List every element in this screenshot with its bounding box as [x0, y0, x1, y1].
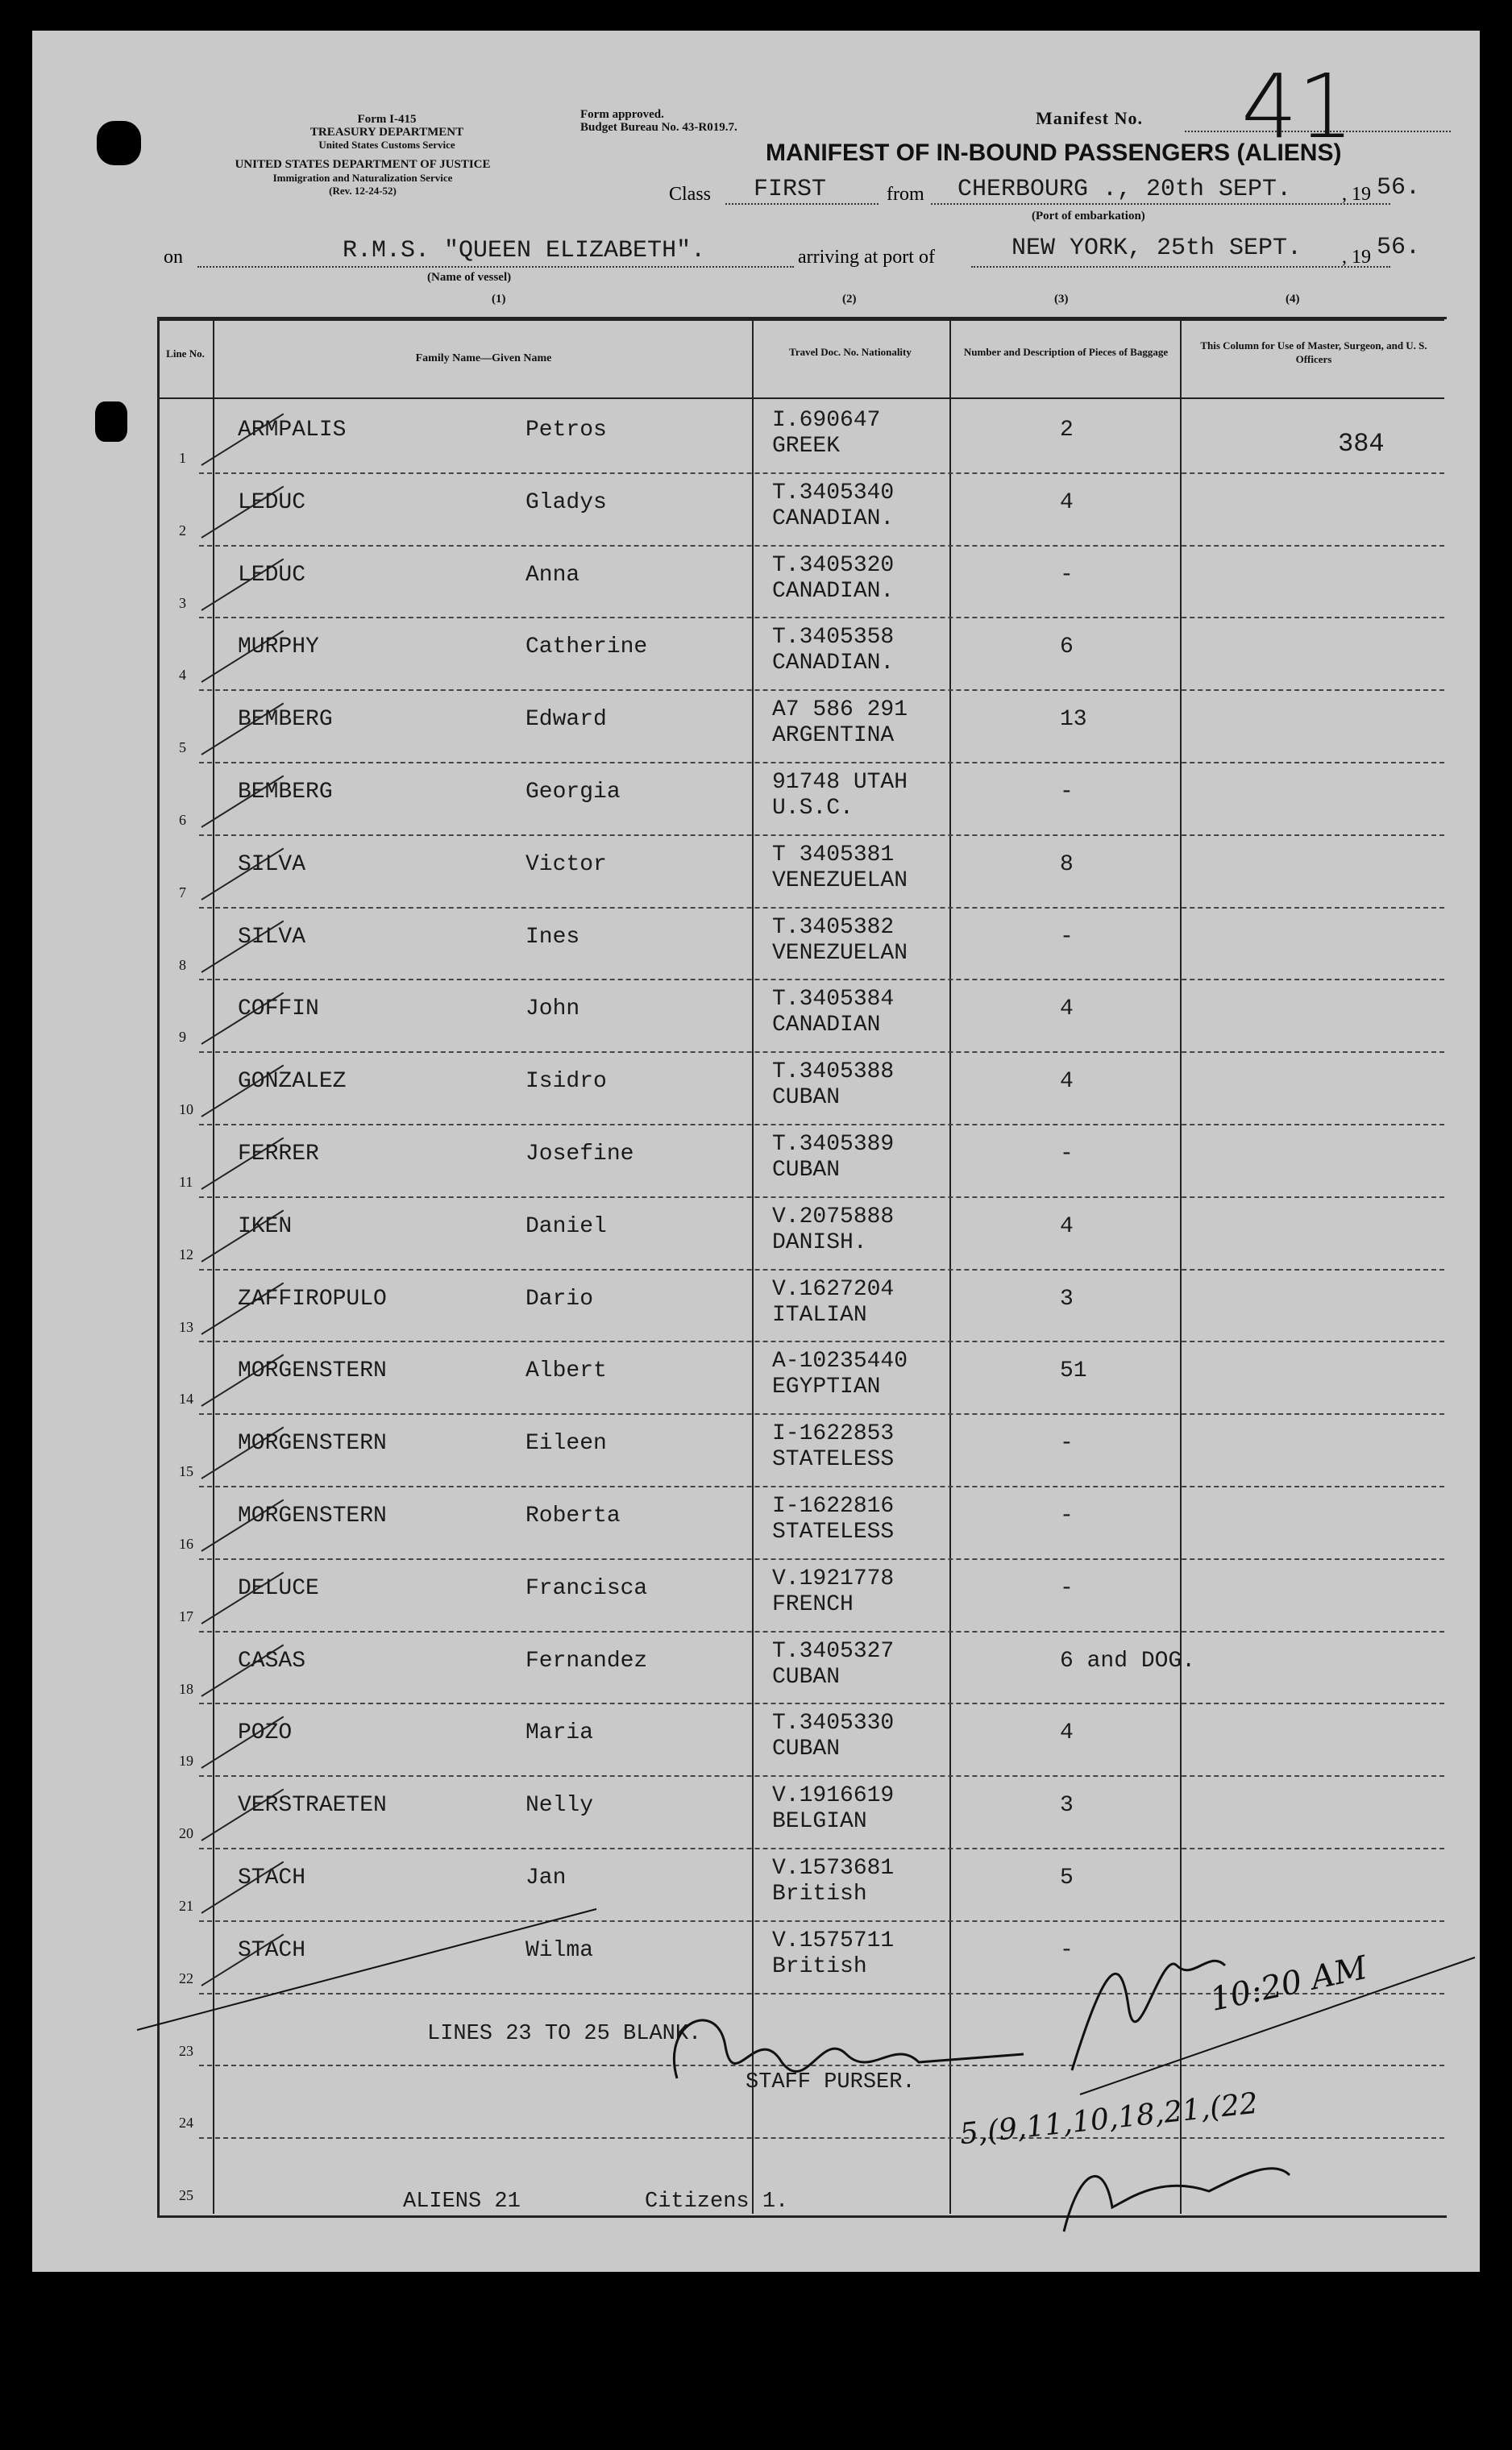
nationality: EGYPTIAN	[772, 1375, 881, 1400]
line-number: 17	[179, 1608, 193, 1624]
travel-doc-number: T.3405358	[772, 625, 895, 651]
line-number: 20	[179, 1825, 193, 1842]
family-name: ARMPALIS	[238, 418, 347, 443]
punch-hole-top	[97, 121, 141, 165]
travel-doc-number: 91748 UTAH	[772, 770, 908, 795]
nationality: VENEZUELAN	[772, 867, 908, 893]
class-label: Class	[669, 184, 712, 205]
baggage-count: 2	[1060, 418, 1074, 443]
nationality: STATELESS	[772, 1447, 895, 1473]
travel-doc-number: I.690647	[772, 408, 881, 433]
form-number: Form I-415	[357, 113, 417, 126]
family-name: DELUCE	[238, 1575, 319, 1601]
baggage-count: 6 and DOG.	[1060, 1648, 1196, 1674]
line-number: 14	[179, 1391, 193, 1408]
from-label: from	[887, 184, 924, 205]
baggage-count: -	[1060, 1575, 1074, 1601]
manifest-title: MANIFEST OF IN-BOUND PASSENGERS (ALIENS)	[766, 139, 1342, 166]
vessel-name: R.M.S. "QUEEN ELIZABETH".	[343, 237, 706, 264]
customs-service: United States Customs Service	[318, 139, 455, 151]
given-name: Wilma	[525, 1937, 594, 1963]
revision: (Rev. 12-24-52)	[329, 185, 397, 197]
line-number: 4	[179, 667, 186, 684]
line-number: 5	[179, 739, 186, 756]
line-number: 6	[179, 812, 186, 828]
baggage-count: -	[1060, 924, 1074, 950]
given-name: Victor	[525, 851, 607, 877]
officer-note: 384	[1338, 429, 1385, 459]
baggage-count: 4	[1060, 1213, 1074, 1239]
travel-doc-number: A-10235440	[772, 1349, 908, 1375]
baggage-count: 3	[1060, 1286, 1074, 1312]
given-name: Isidro	[525, 1069, 607, 1095]
nationality: CUBAN	[772, 1737, 841, 1762]
given-name: Fernandez	[525, 1648, 648, 1674]
manifest-number: 41	[1241, 55, 1354, 158]
baggage-count: 51	[1060, 1358, 1087, 1384]
travel-doc-number: T.3405330	[772, 1711, 895, 1737]
manifest-no-label: Manifest No.	[1036, 108, 1143, 128]
nationality: VENEZUELAN	[772, 940, 908, 966]
col-header-officers: This Column for Use of Master, Surgeon, and U. S. Officers	[1200, 339, 1427, 365]
line-number: 18	[179, 1680, 193, 1697]
line-number: 3	[179, 594, 186, 611]
given-name: Roberta	[525, 1504, 621, 1529]
line-number: 7	[179, 884, 186, 901]
col-num-1: (1)	[492, 293, 506, 306]
travel-doc-number: I-1622853	[772, 1421, 895, 1447]
line-number: 24	[179, 2115, 193, 2132]
given-name: Edward	[525, 707, 607, 733]
given-name: Georgia	[525, 780, 621, 805]
family-name: VERSTRAETEN	[238, 1793, 387, 1819]
family-name: IKEN	[238, 1213, 293, 1239]
baggage-count: 4	[1060, 489, 1074, 515]
travel-doc-number: I-1622816	[772, 1494, 895, 1519]
nationality: GREEK	[772, 434, 841, 459]
year-value: 56.	[1377, 174, 1421, 202]
year2-prefix: , 19	[1342, 247, 1371, 268]
budget-bureau: Budget Bureau No. 43-R019.7.	[580, 121, 737, 134]
handwritten-time: 10:20 AM	[1207, 1949, 1371, 2019]
justice-dept: UNITED STATES DEPARTMENT OF JUSTICE	[235, 158, 491, 171]
port-embark-note: (Port of embarkation)	[1032, 210, 1145, 223]
class-value: FIRST	[754, 176, 827, 203]
travel-doc-number: T.3405320	[772, 552, 895, 578]
baggage-count: 4	[1060, 1069, 1074, 1095]
col-header-travel-doc: Travel Doc. No. Nationality	[789, 346, 912, 358]
nationality: ITALIAN	[772, 1302, 867, 1328]
given-name: Anna	[525, 562, 580, 588]
nationality: CUBAN	[772, 1085, 841, 1111]
line-number: 1	[179, 450, 186, 466]
family-name: POZO	[238, 1720, 293, 1746]
signature-marks	[32, 31, 1480, 2272]
travel-doc-number: V.1627204	[772, 1276, 895, 1302]
col-header-line-no: Line No.	[166, 347, 205, 360]
form-approved: Form approved.	[580, 108, 664, 121]
line-number: 9	[179, 1029, 186, 1046]
nationality: CANADIAN.	[772, 651, 895, 676]
baggage-count: 4	[1060, 1720, 1074, 1746]
aliens-count: ALIENS 21	[403, 2190, 521, 2214]
nationality: CANADIAN	[772, 1013, 881, 1038]
family-name: MORGENSTERN	[238, 1431, 387, 1457]
given-name: Albert	[525, 1358, 607, 1384]
manifest-page	[32, 31, 1480, 2272]
given-name: Daniel	[525, 1213, 607, 1239]
col-num-3: (3)	[1054, 293, 1069, 306]
line-number: 19	[179, 1753, 193, 1770]
travel-doc-number: T.3405389	[772, 1132, 895, 1157]
baggage-count: 5	[1060, 1866, 1074, 1891]
family-name: CASAS	[238, 1648, 306, 1674]
citizens-count: Citizens 1.	[645, 2190, 789, 2214]
line-number: 15	[179, 1463, 193, 1480]
col-num-2: (2)	[842, 293, 857, 306]
col-num-4: (4)	[1286, 293, 1300, 306]
given-name: John	[525, 996, 580, 1022]
given-name: Gladys	[525, 489, 607, 515]
family-name: STACH	[238, 1866, 306, 1891]
baggage-count: -	[1060, 1431, 1074, 1457]
travel-doc-number: T.3405382	[772, 914, 895, 940]
travel-doc-number: V.2075888	[772, 1204, 895, 1229]
ins-service: Immigration and Naturalization Service	[272, 172, 453, 184]
nationality: STATELESS	[772, 1520, 895, 1545]
given-name: Eileen	[525, 1431, 607, 1457]
family-name: LEDUC	[238, 489, 306, 515]
baggage-count: 4	[1060, 996, 1074, 1022]
travel-doc-number: V.1573681	[772, 1856, 895, 1881]
line-number: 8	[179, 956, 186, 973]
nationality: CUBAN	[772, 1158, 841, 1183]
given-name: Francisca	[525, 1575, 648, 1601]
nationality: British	[772, 1882, 867, 1907]
family-name: BEMBERG	[238, 780, 333, 805]
handwritten-codes: 5,(9,11,10,18,21,(22	[957, 2086, 1260, 2152]
travel-doc-number: V.1575711	[772, 1928, 895, 1953]
family-name: SILVA	[238, 851, 306, 877]
family-name: FERRER	[238, 1142, 319, 1167]
family-name: MORGENSTERN	[238, 1358, 387, 1384]
family-name: MURPHY	[238, 634, 319, 660]
line-number: 11	[179, 1174, 193, 1190]
nationality: CANADIAN.	[772, 578, 895, 604]
baggage-count: 6	[1060, 634, 1074, 660]
punch-hole-middle	[95, 401, 127, 442]
travel-doc-number: T 3405381	[772, 842, 895, 867]
nationality: U.S.C.	[772, 796, 854, 821]
col-header-name: Family Name—Given Name	[415, 352, 552, 364]
year-prefix: , 19	[1342, 184, 1371, 205]
given-name: Nelly	[525, 1793, 594, 1819]
nationality: DANISH.	[772, 1229, 867, 1255]
baggage-count: 3	[1060, 1793, 1074, 1819]
given-name: Maria	[525, 1720, 594, 1746]
vessel-note: (Name of vessel)	[427, 271, 512, 284]
line-number: 12	[179, 1246, 193, 1262]
given-name: Catherine	[525, 634, 648, 660]
family-name: SILVA	[238, 924, 306, 950]
nationality: ARGENTINA	[772, 723, 895, 749]
family-name: COFFIN	[238, 996, 319, 1022]
given-name: Petros	[525, 418, 607, 443]
given-name: Josefine	[525, 1142, 634, 1167]
staff-purser: STAFF PURSER.	[746, 2070, 916, 2094]
line-number: 21	[179, 1898, 193, 1914]
baggage-count: 13	[1060, 707, 1087, 733]
given-name: Ines	[525, 924, 580, 950]
baggage-count: -	[1060, 1937, 1074, 1963]
from-value: CHERBOURG ., 20th SEPT.	[957, 176, 1292, 203]
family-name: GONZALEZ	[238, 1069, 347, 1095]
given-name: Jan	[525, 1866, 567, 1891]
line-number: 23	[179, 2042, 193, 2059]
travel-doc-number: T.3405388	[772, 1059, 895, 1085]
line-number: 2	[179, 522, 186, 539]
nationality: BELGIAN	[772, 1809, 867, 1835]
family-name: BEMBERG	[238, 707, 333, 733]
line-number: 13	[179, 1318, 193, 1335]
travel-doc-number: A7 586 291	[772, 697, 908, 723]
given-name: Dario	[525, 1286, 594, 1312]
nationality: British	[772, 1953, 867, 1979]
family-name: ZAFFIROPULO	[238, 1286, 387, 1312]
travel-doc-number: T.3405327	[772, 1638, 895, 1664]
family-name: LEDUC	[238, 562, 306, 588]
line-number: 22	[179, 1970, 193, 1986]
nationality: CANADIAN.	[772, 505, 895, 531]
family-name: MORGENSTERN	[238, 1504, 387, 1529]
travel-doc-number: V.1921778	[772, 1566, 895, 1591]
baggage-count: 8	[1060, 851, 1074, 877]
travel-doc-number: V.1916619	[772, 1783, 895, 1809]
arrival-value: NEW YORK, 25th SEPT.	[1011, 235, 1302, 262]
nationality: CUBAN	[772, 1664, 841, 1690]
travel-doc-number: T.3405340	[772, 480, 895, 505]
family-name: STACH	[238, 1937, 306, 1963]
year2-value: 56.	[1377, 234, 1421, 261]
col-header-baggage: Number and Description of Pieces of Baggage	[963, 346, 1169, 358]
line-number: 25	[179, 2187, 193, 2204]
arriving-label: arriving at port of	[798, 247, 935, 268]
blank-lines-note: LINES 23 TO 25 BLANK.	[427, 2022, 702, 2046]
on-label: on	[164, 247, 183, 268]
travel-doc-number: T.3405384	[772, 987, 895, 1013]
baggage-count: -	[1060, 1142, 1074, 1167]
baggage-count: -	[1060, 780, 1074, 805]
baggage-count: -	[1060, 562, 1074, 588]
line-number: 10	[179, 1101, 193, 1118]
line-number: 16	[179, 1536, 193, 1552]
treasury-dept: TREASURY DEPARTMENT	[309, 126, 464, 139]
baggage-count: -	[1060, 1504, 1074, 1529]
nationality: FRENCH	[772, 1591, 854, 1617]
